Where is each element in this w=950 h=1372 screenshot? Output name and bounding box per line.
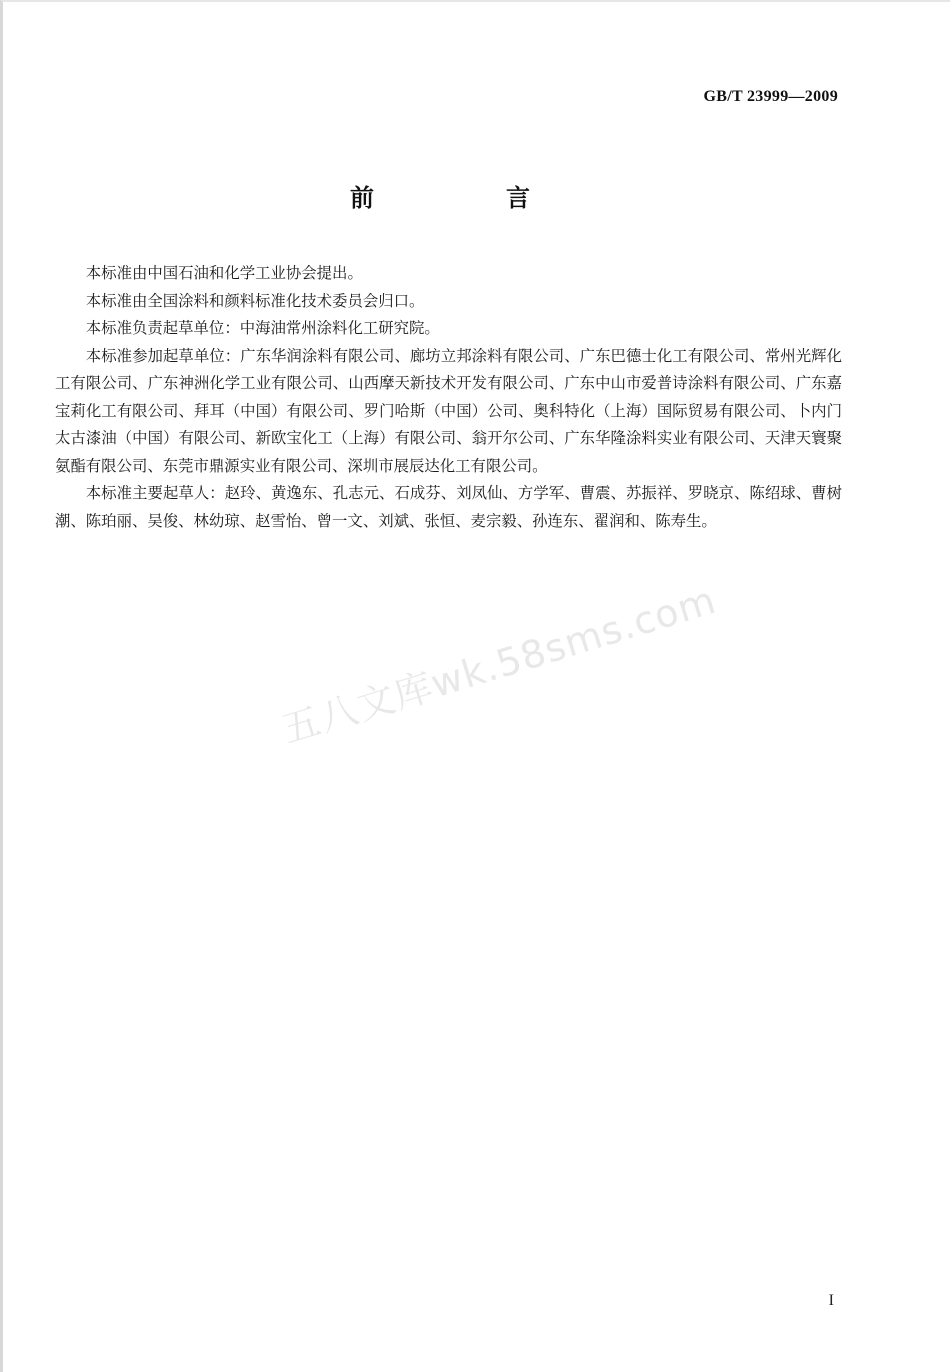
paragraph-lead-drafter: 本标准负责起草单位：中海油常州涂料化工研究院。 bbox=[85, 319, 440, 337]
standard-code: GB/T 23999—2009 bbox=[703, 88, 838, 105]
paragraph-participating-drafters: 本标准参加起草单位：广东华润涂料有限公司、廊坊立邦涂料有限公司、广东巴德士化工有限公司、常州光辉化工有限公司、广东神洲化学工业有限公司、山西摩天新技术开发有限公司、广东中山市爱普诗涂料有限公司、广东嘉宝莉化工有限公司、拜耳（中国）有限公司、罗门哈斯（中国）公司、奥科特化（上海）国际贸易有限公司、卜内门太古漆油（中国）有限公司、新欧宝化工（上海）有限公司、翁开尔公司、广东华隆涂料实业有限公司、天津天寰聚氨酯有限公司、东莞市鼎源实业有限公司、深圳市展辰达化工有限公司。 bbox=[55, 346, 842, 475]
foreword-body bbox=[55, 260, 842, 535]
watermark-text: 五八文库wk.58sms.com bbox=[276, 577, 722, 752]
paragraph-proposer: 本标准由中国石油和化学工业协会提出。 bbox=[85, 264, 363, 282]
page-title: 前 言 bbox=[350, 184, 584, 212]
paragraph-centralized-by: 本标准由全国涂料和颜料标准化技术委员会归口。 bbox=[85, 291, 425, 310]
page-number: I bbox=[828, 1292, 834, 1309]
paragraph-main-drafters: 本标准主要起草人：赵玲、黄逸东、孔志元、石成芬、刘凤仙、方学军、曹震、苏振祥、罗晓京、陈绍球、曹树潮、陈珀丽、吴俊、林幼琼、赵雪怡、曾一文、刘斌、张恒、麦宗毅、孙连东、翟润和、陈寿生。 bbox=[55, 484, 842, 530]
